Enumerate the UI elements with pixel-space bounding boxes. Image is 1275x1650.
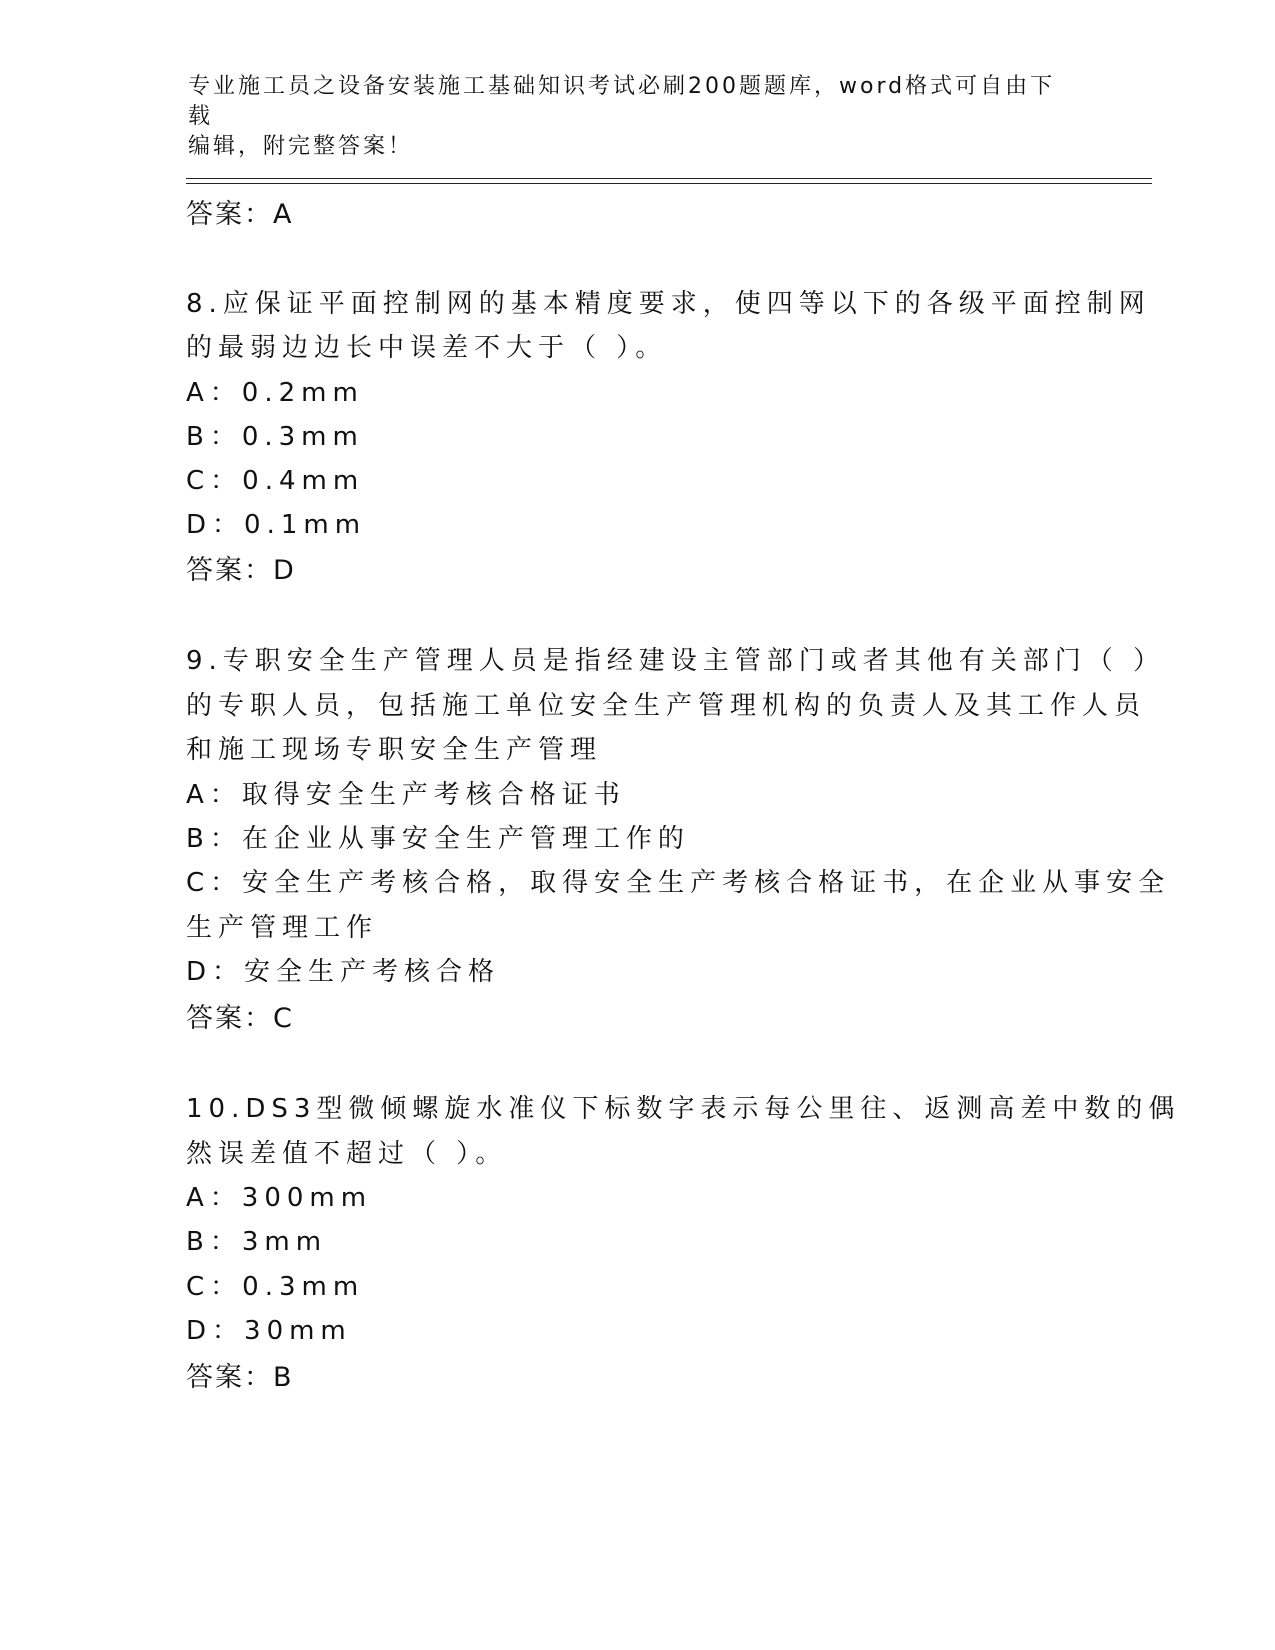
option-d: D：安全生产考核合格: [186, 957, 501, 987]
option-d: D：30mm: [186, 1316, 352, 1346]
document-header: [188, 72, 1068, 162]
question-stem-line: 8.应保证平面控制网的基本精度要求，使四等以下的各级平面控制网: [186, 289, 1151, 319]
option-d: D：0.1mm: [186, 510, 367, 540]
option-a: A：取得安全生产考核合格证书: [186, 780, 626, 810]
header-title-line-2: 编辑，附完整答案！: [188, 134, 414, 159]
option-b: B：3mm: [186, 1227, 328, 1257]
option-b: B：0.3mm: [186, 422, 364, 452]
previous-answer: 答案：A: [186, 199, 294, 230]
answer-label: 答案：D: [186, 555, 296, 586]
answer-label: 答案：C: [186, 1003, 294, 1034]
option-a: A：0.2mm: [186, 378, 364, 408]
answer-label: 答案：B: [186, 1362, 294, 1393]
question-stem-line: 的最弱边边长中误差不大于（ ）。: [186, 333, 668, 363]
option-c: C：0.3mm: [186, 1272, 365, 1302]
option-b: B：在企业从事安全生产管理工作的: [186, 824, 690, 854]
header-divider-top: [186, 178, 1152, 179]
question-stem-line: 和施工现场专职安全生产管理: [186, 735, 603, 765]
option-c: C：安全生产考核合格，取得安全生产考核合格证书，在企业从事安全: [186, 868, 1171, 898]
question-stem-line: 然误差值不超过（ ）。: [186, 1139, 508, 1169]
question-stem-line: 的专职人员，包括施工单位安全生产管理机构的负责人及其工作人员: [186, 691, 1147, 721]
option-c: C：0.4mm: [186, 466, 365, 496]
option-c-continued: 生产管理工作: [186, 913, 379, 943]
question-stem-line: 9.专职安全生产管理人员是指经建设主管部门或者其他有关部门（ ）: [186, 646, 1166, 676]
question-stem-line: 10.DS3型微倾螺旋水准仪下标数字表示每公里往、返测高差中数的偶: [186, 1094, 1181, 1124]
option-a: A：300mm: [186, 1183, 373, 1213]
header-divider-bottom: [186, 183, 1152, 184]
header-title-line-1: 专业施工员之设备安装施工基础知识考试必刷200题题库，word格式可自由下载: [188, 74, 1056, 129]
